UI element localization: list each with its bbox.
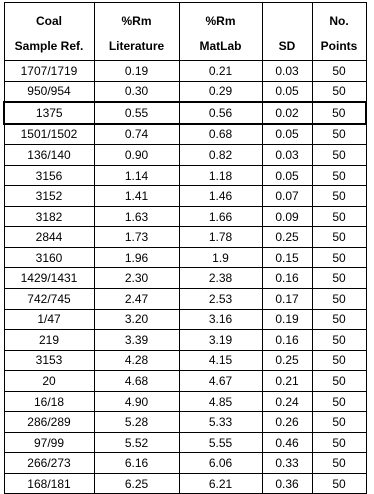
- cell-no-points: 50: [312, 289, 366, 310]
- cell-no-points: 50: [312, 412, 366, 433]
- table-row: [4, 309, 366, 330]
- cell-no-points: 50: [312, 330, 366, 351]
- cell-no-points: 50: [312, 268, 366, 289]
- cell-sample-ref: 950/954: [4, 81, 94, 102]
- cell-rm-matlab: 1.66: [179, 206, 262, 227]
- header-sd: [262, 3, 312, 61]
- cell-rm-literature: 1.14: [94, 165, 179, 186]
- cell-rm-literature: 1.41: [94, 186, 179, 207]
- cell-sd: 0.03: [262, 145, 312, 166]
- cell-rm-literature: 0.90: [94, 145, 179, 166]
- cell-sample-ref: 2844: [4, 227, 94, 248]
- cell-sd: 0.26: [262, 412, 312, 433]
- cell-sample-ref: 136/140: [4, 145, 94, 166]
- cell-rm-literature: 0.55: [94, 102, 179, 124]
- cell-sd: 0.05: [262, 81, 312, 102]
- cell-sample-ref: 1707/1719: [4, 61, 94, 82]
- table-row: [4, 432, 366, 453]
- cell-rm-literature: 5.28: [94, 412, 179, 433]
- cell-sample-ref: 1375: [4, 102, 94, 124]
- cell-no-points: 50: [312, 473, 366, 494]
- cell-rm-literature: 1.73: [94, 227, 179, 248]
- cell-sd: 0.15: [262, 247, 312, 268]
- cell-sample-ref: 742/745: [4, 289, 94, 310]
- cell-rm-literature: 5.52: [94, 432, 179, 453]
- cell-sd: 0.25: [262, 350, 312, 371]
- cell-sd: 0.46: [262, 432, 312, 453]
- header-no-points: [312, 3, 366, 61]
- cell-rm-literature: 6.16: [94, 453, 179, 474]
- cell-sd: 0.24: [262, 391, 312, 412]
- cell-no-points: 50: [312, 432, 366, 453]
- cell-rm-matlab: 4.15: [179, 350, 262, 371]
- table-row: [4, 81, 366, 102]
- header-line-2: SD: [278, 39, 296, 53]
- header-line-2: Sample Ref.: [14, 39, 84, 53]
- header-line-2: Literature: [108, 39, 165, 53]
- header-row: [4, 3, 366, 61]
- cell-rm-matlab: 5.33: [179, 412, 262, 433]
- table-row: [4, 268, 366, 289]
- cell-sd: 0.19: [262, 309, 312, 330]
- cell-sd: 0.05: [262, 124, 312, 145]
- cell-sample-ref: 97/99: [4, 432, 94, 453]
- cell-no-points: 50: [312, 124, 366, 145]
- cell-rm-matlab: 1.9: [179, 247, 262, 268]
- table-row: [4, 289, 366, 310]
- cell-rm-matlab: 0.82: [179, 145, 262, 166]
- cell-rm-matlab: 1.18: [179, 165, 262, 186]
- header-line-1: No.: [329, 14, 349, 28]
- reflectance-table-container: [3, 2, 367, 494]
- cell-sample-ref: 1429/1431: [4, 268, 94, 289]
- cell-sd: 0.07: [262, 186, 312, 207]
- header-line-2: Points: [320, 39, 358, 53]
- cell-rm-literature: 1.96: [94, 247, 179, 268]
- cell-sample-ref: 3182: [4, 206, 94, 227]
- cell-no-points: 50: [312, 227, 366, 248]
- cell-no-points: 50: [312, 391, 366, 412]
- table-row: [4, 186, 366, 207]
- cell-rm-literature: 0.74: [94, 124, 179, 145]
- cell-rm-matlab: 0.29: [179, 81, 262, 102]
- header-line-2: MatLab: [199, 39, 242, 53]
- cell-sample-ref: 3160: [4, 247, 94, 268]
- cell-rm-matlab: 2.53: [179, 289, 262, 310]
- cell-sd: 0.03: [262, 61, 312, 82]
- table-row: [4, 473, 366, 494]
- table-row: [4, 371, 366, 392]
- header-rm-matlab: [179, 3, 262, 61]
- cell-rm-literature: 2.30: [94, 268, 179, 289]
- cell-sample-ref: 1501/1502: [4, 124, 94, 145]
- cell-rm-matlab: 1.78: [179, 227, 262, 248]
- cell-rm-matlab: 3.16: [179, 309, 262, 330]
- cell-sd: 0.17: [262, 289, 312, 310]
- cell-sd: 0.16: [262, 268, 312, 289]
- cell-no-points: 50: [312, 371, 366, 392]
- table-row: [4, 145, 366, 166]
- cell-rm-matlab: 4.67: [179, 371, 262, 392]
- table-body: [4, 61, 366, 494]
- table-row: [4, 165, 366, 186]
- cell-no-points: 50: [312, 247, 366, 268]
- cell-sample-ref: 286/289: [4, 412, 94, 433]
- cell-rm-literature: 1.63: [94, 206, 179, 227]
- cell-rm-matlab: 1.46: [179, 186, 262, 207]
- cell-no-points: 50: [312, 61, 366, 82]
- cell-rm-matlab: 6.06: [179, 453, 262, 474]
- cell-sample-ref: 3153: [4, 350, 94, 371]
- cell-rm-literature: 6.25: [94, 473, 179, 494]
- cell-rm-literature: 4.68: [94, 371, 179, 392]
- cell-rm-literature: 4.28: [94, 350, 179, 371]
- table-row: [4, 412, 366, 433]
- cell-sd: 0.36: [262, 473, 312, 494]
- reflectance-table: [3, 2, 367, 494]
- cell-no-points: 50: [312, 350, 366, 371]
- table-row: [4, 227, 366, 248]
- cell-rm-matlab: 0.56: [179, 102, 262, 124]
- cell-rm-literature: 3.20: [94, 309, 179, 330]
- cell-sample-ref: 20: [4, 371, 94, 392]
- cell-no-points: 50: [312, 81, 366, 102]
- cell-no-points: 50: [312, 206, 366, 227]
- table-row: [4, 453, 366, 474]
- table-row: [4, 124, 366, 145]
- cell-rm-matlab: 4.85: [179, 391, 262, 412]
- cell-no-points: 50: [312, 309, 366, 330]
- cell-no-points: 50: [312, 102, 366, 124]
- cell-rm-matlab: 5.55: [179, 432, 262, 453]
- cell-rm-literature: 3.39: [94, 330, 179, 351]
- cell-no-points: 50: [312, 186, 366, 207]
- cell-sample-ref: 168/181: [4, 473, 94, 494]
- table-row: [4, 206, 366, 227]
- cell-sd: 0.05: [262, 165, 312, 186]
- cell-sample-ref: 266/273: [4, 453, 94, 474]
- cell-rm-matlab: 2.38: [179, 268, 262, 289]
- cell-sd: 0.33: [262, 453, 312, 474]
- header-sample-ref: [4, 3, 94, 61]
- cell-sample-ref: 3152: [4, 186, 94, 207]
- cell-no-points: 50: [312, 453, 366, 474]
- cell-sample-ref: 219: [4, 330, 94, 351]
- cell-sample-ref: 3156: [4, 165, 94, 186]
- table-row: [4, 391, 366, 412]
- cell-sample-ref: 1/47: [4, 309, 94, 330]
- cell-rm-matlab: 0.68: [179, 124, 262, 145]
- cell-sd: 0.25: [262, 227, 312, 248]
- table-row: [4, 330, 366, 351]
- cell-sd: 0.09: [262, 206, 312, 227]
- cell-no-points: 50: [312, 145, 366, 166]
- header-line-1: Coal: [35, 14, 62, 28]
- cell-rm-matlab: 6.21: [179, 473, 262, 494]
- cell-rm-literature: 0.30: [94, 81, 179, 102]
- table-row: [4, 350, 366, 371]
- cell-sample-ref: 16/18: [4, 391, 94, 412]
- cell-rm-literature: 2.47: [94, 289, 179, 310]
- cell-sd: 0.16: [262, 330, 312, 351]
- cell-no-points: 50: [312, 165, 366, 186]
- table-row: [4, 247, 366, 268]
- header-line-1: %Rm: [205, 14, 236, 28]
- cell-sd: 0.21: [262, 371, 312, 392]
- cell-rm-literature: 4.90: [94, 391, 179, 412]
- header-line-1: %Rm: [121, 14, 152, 28]
- cell-rm-matlab: 0.21: [179, 61, 262, 82]
- cell-sd: 0.02: [262, 102, 312, 124]
- table-row: [4, 61, 366, 82]
- header-rm-literature: [94, 3, 179, 61]
- cell-rm-literature: 0.19: [94, 61, 179, 82]
- cell-rm-matlab: 3.19: [179, 330, 262, 351]
- table-row: [4, 102, 366, 124]
